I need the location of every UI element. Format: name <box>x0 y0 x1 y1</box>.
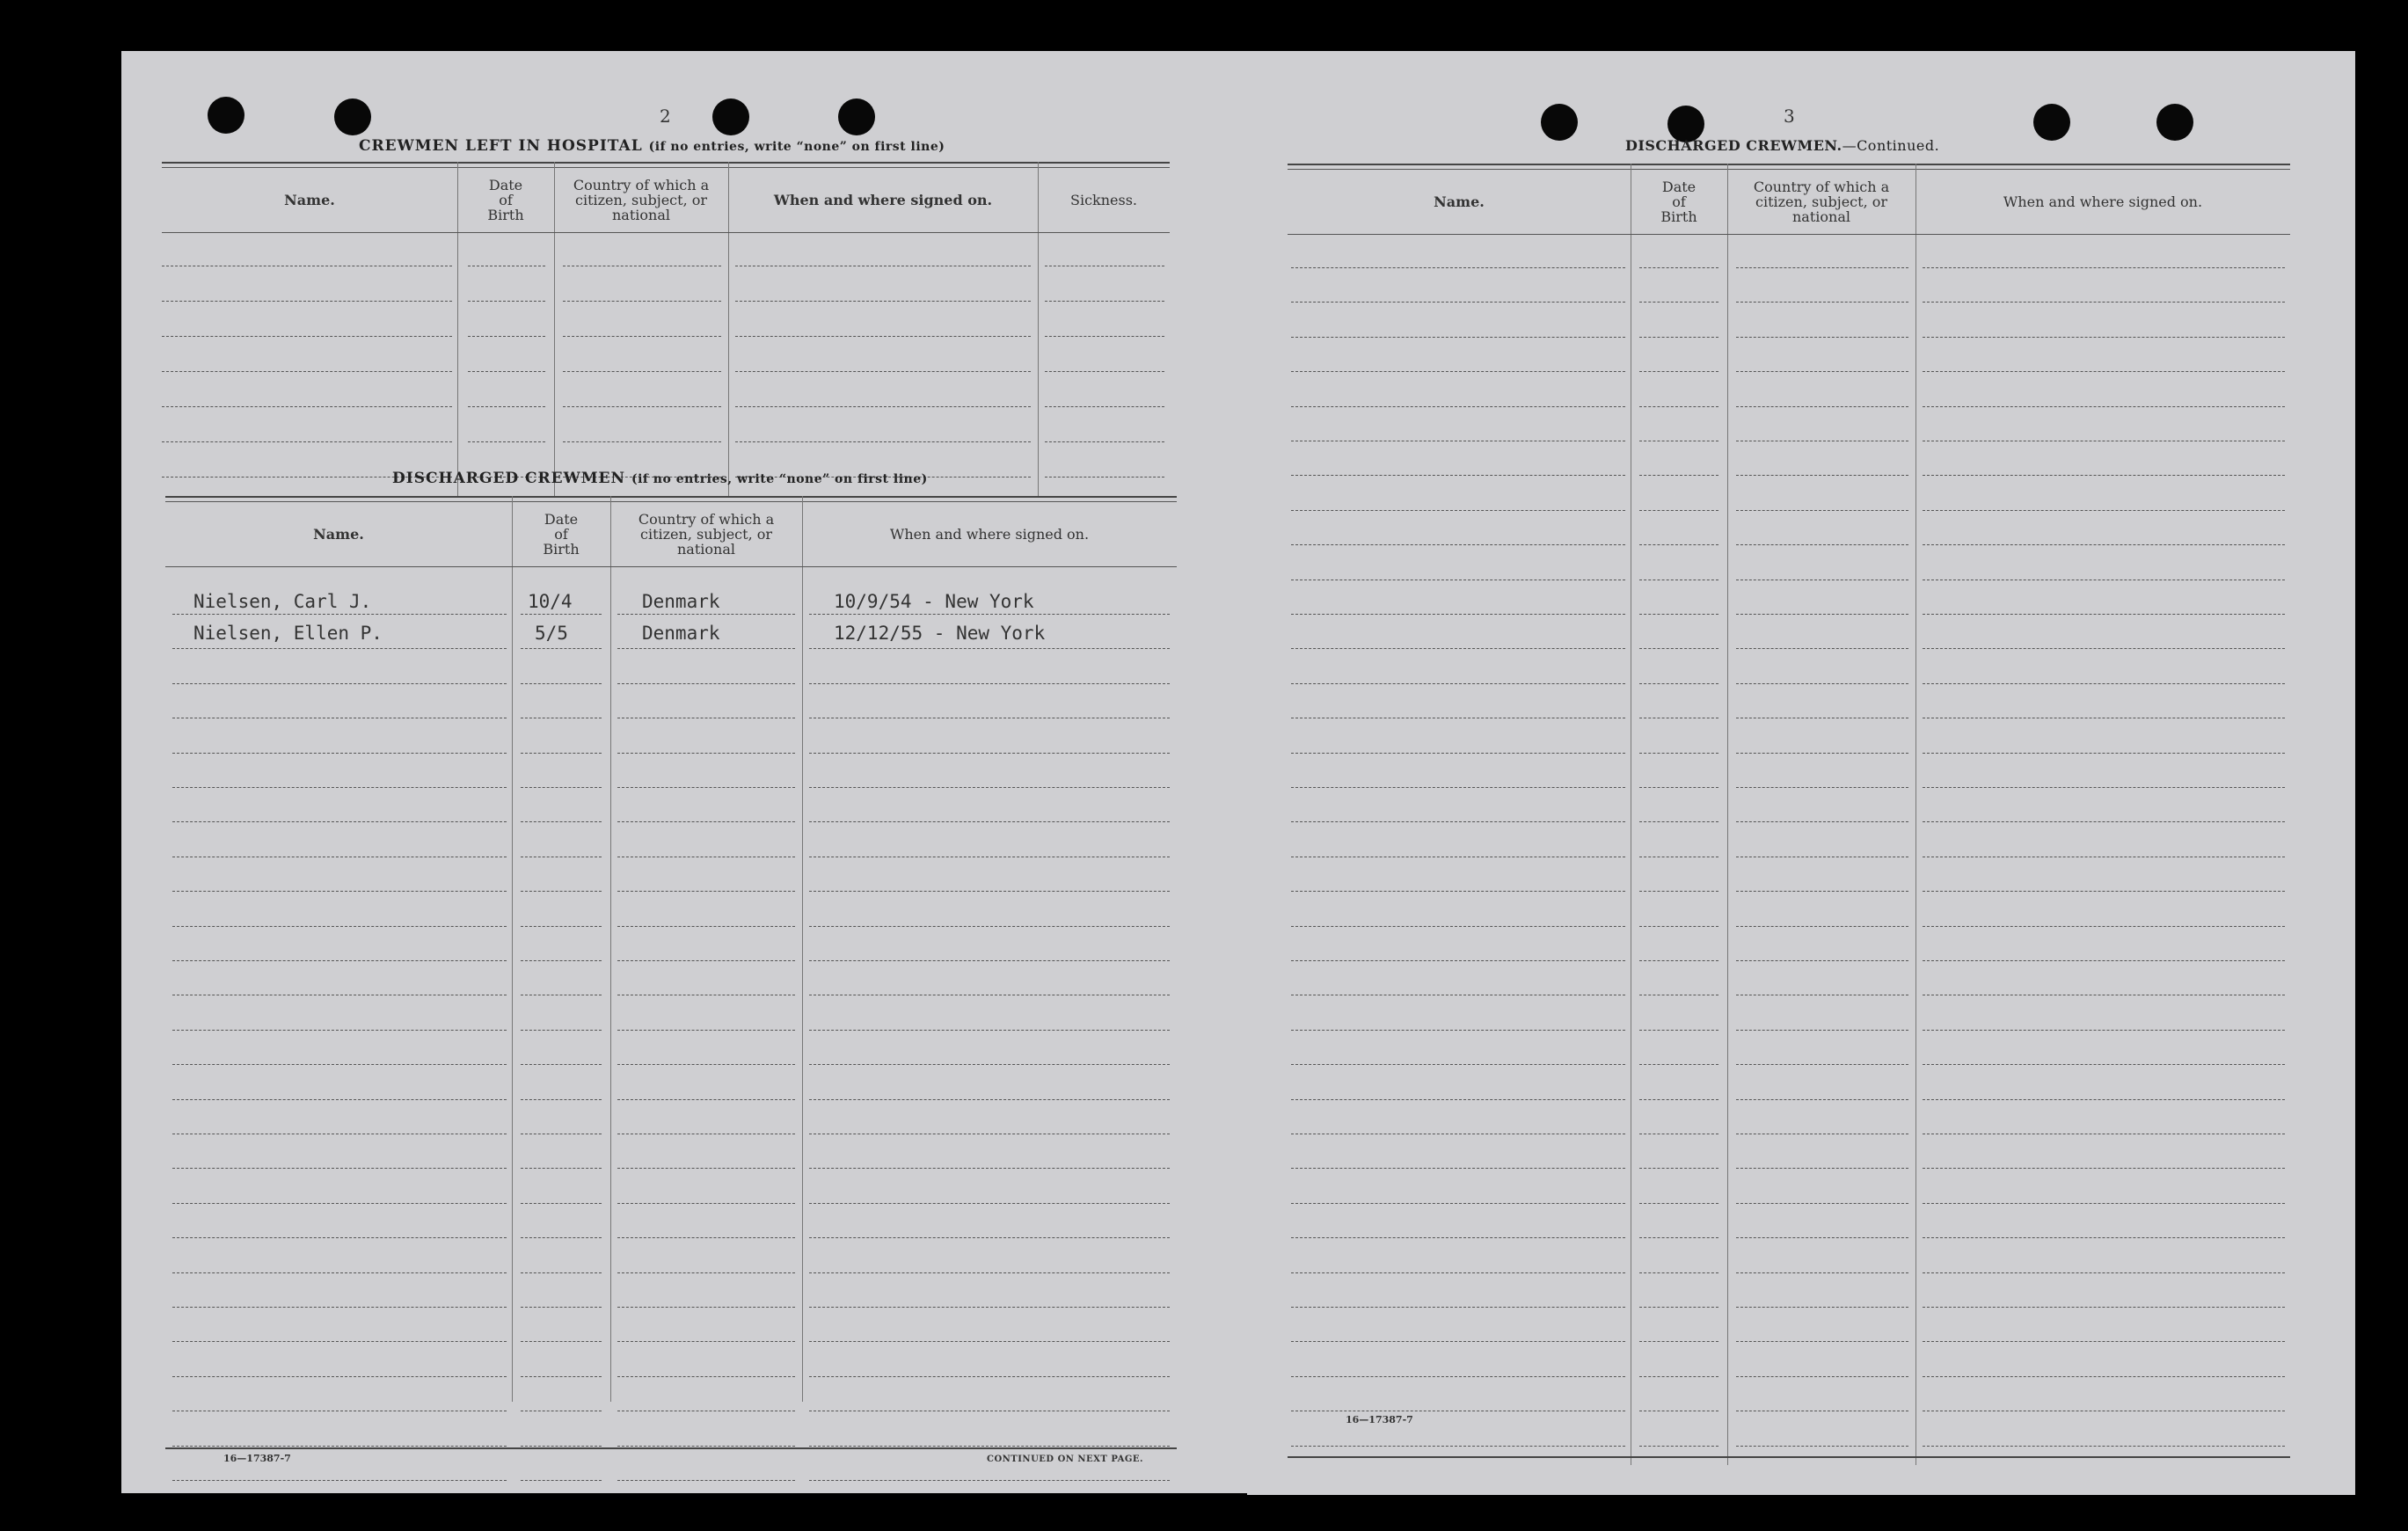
ruled-line <box>1291 406 1625 407</box>
ruled-line <box>162 406 452 407</box>
ruled-line <box>563 406 721 407</box>
ruled-line <box>521 891 602 892</box>
ruled-line <box>1736 1446 1908 1447</box>
ruled-line <box>1639 475 1718 476</box>
ruled-line <box>1291 787 1625 788</box>
ruled-line <box>1291 960 1625 961</box>
ruled-line <box>1736 787 1908 788</box>
ruled-line <box>1291 1272 1625 1273</box>
header-signed-on: When and where signed on. <box>773 191 993 208</box>
ruled-line <box>1639 510 1718 511</box>
ruled-line <box>521 1099 602 1100</box>
left-form-page <box>121 51 1256 1493</box>
ruled-line <box>809 1307 1170 1308</box>
header-country: Country of which a citizen, subject, or national <box>1753 178 1890 225</box>
ruled-line <box>1923 1376 2285 1377</box>
ruled-line <box>1639 1168 1718 1169</box>
ruled-line <box>1639 787 1718 788</box>
ruled-line <box>563 336 721 337</box>
ruled-line <box>172 821 507 822</box>
ruled-line <box>172 1064 507 1065</box>
ruled-line <box>563 371 721 372</box>
ruled-line <box>1923 302 2285 303</box>
ruled-line <box>1639 1341 1718 1342</box>
binder-hole <box>334 98 371 135</box>
ruled-line <box>809 1203 1170 1204</box>
ruled-line <box>1736 1203 1908 1204</box>
ruled-line <box>617 614 795 615</box>
ruled-line <box>563 441 721 442</box>
ruled-line <box>521 648 602 649</box>
ruled-line <box>1639 821 1718 822</box>
ruled-line <box>162 336 452 337</box>
ruled-line <box>1736 302 1908 303</box>
ruled-line <box>1291 614 1625 615</box>
ruled-line <box>521 683 602 684</box>
ruled-line <box>809 683 1170 684</box>
ruled-line <box>809 1446 1170 1447</box>
ruled-line <box>1923 510 2285 511</box>
ruled-line <box>521 1168 602 1169</box>
ruled-line <box>1923 1272 2285 1273</box>
ruled-line <box>172 1480 507 1481</box>
ruled-line <box>809 1237 1170 1238</box>
ruled-line <box>809 1064 1170 1065</box>
ruled-line <box>617 1168 795 1169</box>
ruled-line <box>1291 1446 1625 1447</box>
ruled-line <box>1045 301 1164 302</box>
ruled-line <box>735 406 1031 407</box>
crewman-signed-on: 10/9/54 - New York <box>834 591 1034 612</box>
ruled-line <box>1291 1376 1625 1377</box>
crewman-country: Denmark <box>642 623 720 644</box>
ruled-line <box>1923 926 2285 927</box>
ruled-line <box>617 1099 795 1100</box>
ruled-line <box>1639 302 1718 303</box>
ruled-line <box>1291 1064 1625 1065</box>
table-row <box>165 614 1177 645</box>
ruled-line <box>1736 475 1908 476</box>
ruled-line <box>162 441 452 442</box>
ruled-line <box>1736 1307 1908 1308</box>
ruled-line <box>468 371 545 372</box>
ruled-line <box>1736 753 1908 754</box>
form-number: 16—17387-7 <box>1346 1414 1413 1425</box>
ruled-line <box>1923 1168 2285 1169</box>
ruled-line <box>521 1376 602 1377</box>
ruled-line <box>1923 960 2285 961</box>
header-date-of-birth: Date of Birth <box>543 510 580 558</box>
ruled-line <box>809 960 1170 961</box>
discharged-continued-title: DISCHARGED CREWMEN.—Continued. <box>1625 137 1940 154</box>
ruled-line <box>617 926 795 927</box>
ruled-line <box>521 614 602 615</box>
ruled-line <box>1639 406 1718 407</box>
ruled-line <box>172 1341 507 1342</box>
header-signed-on: When and where signed on. <box>2003 193 2203 210</box>
crewman-name: Nielsen, Carl J. <box>193 591 372 612</box>
ruled-line <box>617 821 795 822</box>
ruled-line <box>617 1064 795 1065</box>
ruled-line <box>1736 1376 1908 1377</box>
ruled-line <box>172 753 507 754</box>
ruled-line <box>617 1237 795 1238</box>
ruled-line <box>1291 891 1625 892</box>
ruled-line <box>521 1030 602 1031</box>
ruled-line <box>1045 406 1164 407</box>
ruled-line <box>563 301 721 302</box>
ruled-line <box>172 926 507 927</box>
ruled-line <box>162 371 452 372</box>
ruled-line <box>809 1480 1170 1481</box>
ruled-line <box>1291 1203 1625 1204</box>
ruled-line <box>1639 1030 1718 1031</box>
ruled-line <box>1736 337 1908 338</box>
binder-hole <box>1541 104 1578 141</box>
ruled-line <box>617 1030 795 1031</box>
ruled-line <box>172 960 507 961</box>
ruled-line <box>809 787 1170 788</box>
ruled-line <box>521 1237 602 1238</box>
ruled-line <box>1639 1203 1718 1204</box>
binder-hole <box>838 98 875 135</box>
ruled-line <box>468 406 545 407</box>
ruled-line <box>1736 1341 1908 1342</box>
ruled-line <box>521 1446 602 1447</box>
ruled-line <box>172 1030 507 1031</box>
ruled-line <box>1291 1341 1625 1342</box>
ruled-line <box>1736 510 1908 511</box>
ruled-line <box>809 614 1170 615</box>
page-number: 2 <box>660 106 671 127</box>
ruled-line <box>1736 1099 1908 1100</box>
binder-hole <box>712 98 749 135</box>
header-country: Country of which a citizen, subject, or national <box>638 510 775 558</box>
ruled-line <box>1736 1030 1908 1031</box>
crewman-dob: 10/4 <box>528 591 573 612</box>
ruled-line <box>1639 1307 1718 1308</box>
ruled-line <box>521 821 602 822</box>
ruled-line <box>1291 648 1625 649</box>
discharged-section-title: DISCHARGED CREWMEN (if no entries, write “none” on first line) <box>392 470 928 487</box>
ruled-line <box>1736 891 1908 892</box>
ruled-line <box>1291 510 1625 511</box>
right-form-page <box>1247 51 2355 1495</box>
ruled-line <box>1045 477 1164 478</box>
ruled-line <box>1923 891 2285 892</box>
ruled-line <box>1291 753 1625 754</box>
ruled-line <box>172 1203 507 1204</box>
ruled-line <box>1639 683 1718 684</box>
page-number: 3 <box>1784 106 1795 127</box>
ruled-line <box>521 926 602 927</box>
ruled-line <box>1923 648 2285 649</box>
ruled-line <box>1639 267 1718 268</box>
ruled-line <box>1291 926 1625 927</box>
ruled-line <box>809 1376 1170 1377</box>
hospital-table <box>162 162 1170 496</box>
ruled-line <box>617 1480 795 1481</box>
ruled-line <box>1736 1168 1908 1169</box>
ruled-line <box>1639 753 1718 754</box>
ruled-line <box>1736 926 1908 927</box>
ruled-line <box>809 891 1170 892</box>
ruled-line <box>1923 821 2285 822</box>
ruled-line <box>735 441 1031 442</box>
ruled-line <box>1045 371 1164 372</box>
ruled-line <box>521 1480 602 1481</box>
ruled-line <box>1923 1203 2285 1204</box>
ruled-line <box>1923 1307 2285 1308</box>
ruled-line <box>172 1376 507 1377</box>
ruled-line <box>1639 337 1718 338</box>
ruled-line <box>617 1376 795 1377</box>
ruled-line <box>1291 302 1625 303</box>
ruled-line <box>809 821 1170 822</box>
ruled-line <box>617 753 795 754</box>
ruled-line <box>1639 614 1718 615</box>
ruled-line <box>1736 614 1908 615</box>
ruled-line <box>172 891 507 892</box>
ruled-line <box>162 301 452 302</box>
ruled-line <box>1291 267 1625 268</box>
ruled-line <box>1923 1341 2285 1342</box>
ruled-line <box>172 787 507 788</box>
ruled-line <box>521 960 602 961</box>
ruled-line <box>809 926 1170 927</box>
ruled-line <box>1923 475 2285 476</box>
ruled-line <box>521 1307 602 1308</box>
ruled-line <box>617 683 795 684</box>
ruled-line <box>809 648 1170 649</box>
ruled-line <box>1639 648 1718 649</box>
ruled-line <box>1639 1446 1718 1447</box>
ruled-line <box>1923 406 2285 407</box>
ruled-line <box>1639 1272 1718 1273</box>
ruled-line <box>1736 960 1908 961</box>
ruled-line <box>617 1446 795 1447</box>
ruled-line <box>1291 1030 1625 1031</box>
binder-hole <box>2156 104 2193 141</box>
ruled-line <box>172 614 507 615</box>
ruled-line <box>735 301 1031 302</box>
crewman-name: Nielsen, Ellen P. <box>193 623 383 644</box>
ruled-line <box>1639 544 1718 545</box>
ruled-line <box>1736 544 1908 545</box>
ruled-line <box>809 1099 1170 1100</box>
ruled-line <box>468 301 545 302</box>
ruled-line <box>617 960 795 961</box>
ruled-line <box>809 753 1170 754</box>
ruled-line <box>1736 1237 1908 1238</box>
ruled-line <box>521 1272 602 1273</box>
crewman-country: Denmark <box>642 591 720 612</box>
ruled-line <box>521 1203 602 1204</box>
ruled-line <box>1639 371 1718 372</box>
ruled-line <box>1291 1099 1625 1100</box>
ruled-line <box>809 1272 1170 1273</box>
ruled-line <box>1045 441 1164 442</box>
binder-hole <box>208 97 244 134</box>
ruled-line <box>1923 1099 2285 1100</box>
ruled-line <box>1736 1272 1908 1273</box>
ruled-line <box>1291 544 1625 545</box>
ruled-line <box>172 683 507 684</box>
ruled-line <box>1923 337 2285 338</box>
ruled-line <box>1923 1446 2285 1447</box>
ruled-line <box>1923 1064 2285 1065</box>
crewman-signed-on: 12/12/55 - New York <box>834 623 1046 644</box>
ruled-line <box>617 1307 795 1308</box>
ruled-line <box>617 648 795 649</box>
ruled-line <box>617 1203 795 1204</box>
ruled-line <box>1923 267 2285 268</box>
ruled-line <box>1923 683 2285 684</box>
ruled-line <box>1291 1307 1625 1308</box>
ruled-line <box>1291 821 1625 822</box>
ruled-line <box>1736 648 1908 649</box>
ruled-line <box>617 787 795 788</box>
form-number: 16—17387-7 <box>223 1453 291 1464</box>
ruled-line <box>1736 267 1908 268</box>
ruled-line <box>468 336 545 337</box>
crewman-dob: 5/5 <box>535 623 568 644</box>
ruled-line <box>1923 614 2285 615</box>
ruled-line <box>172 1272 507 1273</box>
ruled-line <box>735 336 1031 337</box>
header-name: Name. <box>313 525 364 543</box>
binder-hole <box>2033 104 2070 141</box>
ruled-line <box>1639 1376 1718 1377</box>
ruled-line <box>1291 337 1625 338</box>
ruled-line <box>1045 336 1164 337</box>
ruled-line <box>1291 475 1625 476</box>
table-row <box>165 582 1177 614</box>
continued-note: CONTINUED ON NEXT PAGE. <box>987 1454 1144 1464</box>
ruled-line <box>172 648 507 649</box>
ruled-line <box>1923 787 2285 788</box>
ruled-line <box>521 1341 602 1342</box>
ruled-line <box>735 371 1031 372</box>
ruled-line <box>1639 1064 1718 1065</box>
ruled-line <box>172 1446 507 1447</box>
header-country: Country of which a citizen, subject, or national <box>573 176 710 223</box>
ruled-line <box>1639 1237 1718 1238</box>
ruled-line <box>172 1307 507 1308</box>
ruled-line <box>617 1341 795 1342</box>
header-date-of-birth: Date of Birth <box>487 176 524 223</box>
ruled-line <box>1639 891 1718 892</box>
ruled-line <box>1923 1030 2285 1031</box>
ruled-line <box>521 1064 602 1065</box>
ruled-line <box>1291 371 1625 372</box>
discharged-table <box>165 496 1177 1402</box>
ruled-line <box>1291 1168 1625 1169</box>
ruled-line <box>809 1030 1170 1031</box>
ruled-line <box>1639 960 1718 961</box>
ruled-line <box>1736 371 1908 372</box>
ruled-line <box>617 891 795 892</box>
discharged-table-continued <box>1288 164 2290 1465</box>
ruled-line <box>1736 821 1908 822</box>
ruled-line <box>1923 544 2285 545</box>
ruled-line <box>172 1099 507 1100</box>
header-date-of-birth: Date of Birth <box>1660 178 1697 225</box>
ruled-line <box>809 1168 1170 1169</box>
ruled-line <box>172 1237 507 1238</box>
ruled-line <box>617 1272 795 1273</box>
ruled-line <box>1639 926 1718 927</box>
ruled-line <box>1923 753 2285 754</box>
ruled-line <box>1736 683 1908 684</box>
header-name: Name. <box>284 191 335 208</box>
ruled-line <box>1923 1237 2285 1238</box>
ruled-line <box>809 1341 1170 1342</box>
ruled-line <box>1291 683 1625 684</box>
ruled-line <box>1736 406 1908 407</box>
ruled-line <box>521 787 602 788</box>
header-name: Name. <box>1434 193 1485 210</box>
header-sickness: Sickness. <box>1069 191 1137 208</box>
hospital-section-title: CREWMEN LEFT IN HOSPITAL (if no entries, write “none” on first line) <box>359 137 945 155</box>
ruled-line <box>468 441 545 442</box>
ruled-line <box>1736 1064 1908 1065</box>
ruled-line <box>1291 1237 1625 1238</box>
ruled-line <box>1923 371 2285 372</box>
ruled-line <box>172 1168 507 1169</box>
ruled-line <box>1639 1099 1718 1100</box>
header-signed-on: When and where signed on. <box>889 525 1090 543</box>
ruled-line <box>521 753 602 754</box>
